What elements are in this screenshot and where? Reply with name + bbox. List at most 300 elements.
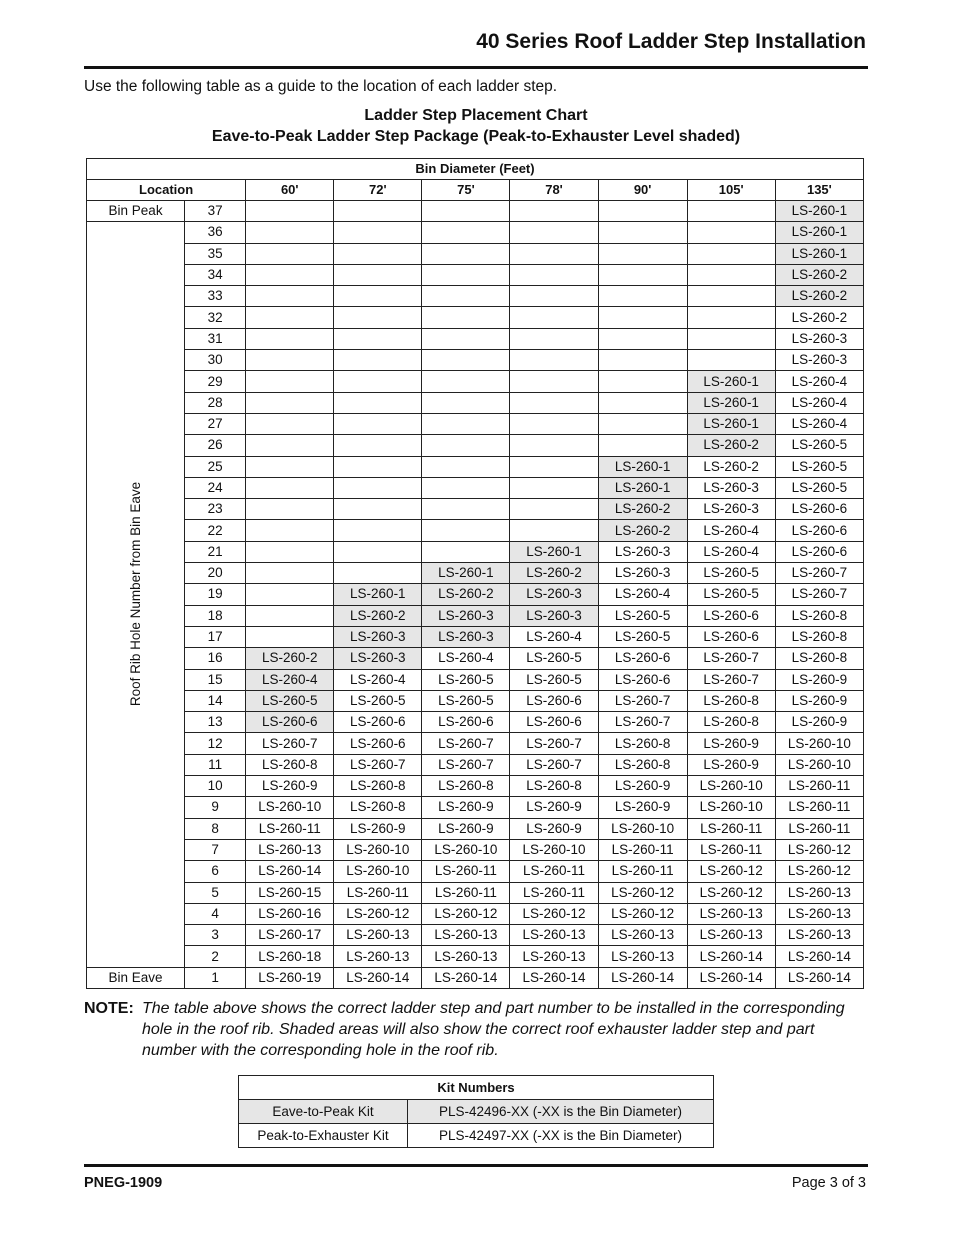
- hole-number: 20: [185, 563, 246, 584]
- table-row: [87, 605, 864, 626]
- part-cell: [334, 286, 422, 307]
- part-cell: LS-260-13: [510, 946, 598, 967]
- part-cell: [598, 201, 687, 222]
- part-cell: LS-260-9: [687, 733, 775, 754]
- table-row: [87, 712, 864, 733]
- diameter-header: 78': [510, 180, 598, 201]
- part-cell: LS-260-8: [334, 797, 422, 818]
- hole-number: 22: [185, 520, 246, 541]
- part-cell: LS-260-9: [510, 797, 598, 818]
- hole-number: 26: [185, 435, 246, 456]
- part-cell: LS-260-2: [775, 307, 863, 328]
- part-cell: LS-260-11: [422, 882, 510, 903]
- part-cell: LS-260-14: [687, 946, 775, 967]
- diameter-header: 90': [598, 180, 687, 201]
- part-cell: LS-260-6: [775, 499, 863, 520]
- part-cell: LS-260-9: [334, 818, 422, 839]
- part-cell: LS-260-5: [775, 477, 863, 498]
- hole-number: 4: [185, 903, 246, 924]
- part-cell: LS-260-11: [422, 861, 510, 882]
- part-cell: [246, 477, 334, 498]
- part-cell: [246, 201, 334, 222]
- part-cell: LS-260-14: [246, 861, 334, 882]
- table-row: [87, 499, 864, 520]
- hole-number: 19: [185, 584, 246, 605]
- table-row: [87, 477, 864, 498]
- table-row: [87, 584, 864, 605]
- part-cell: LS-260-11: [598, 861, 687, 882]
- ladder-step-table: [86, 158, 864, 989]
- part-cell: LS-260-3: [510, 584, 598, 605]
- part-cell: LS-260-14: [775, 967, 863, 988]
- hole-number: 32: [185, 307, 246, 328]
- part-cell: [246, 520, 334, 541]
- part-cell: LS-260-15: [246, 882, 334, 903]
- part-cell: [510, 392, 598, 413]
- part-cell: LS-260-9: [775, 712, 863, 733]
- part-cell: LS-260-13: [775, 903, 863, 924]
- table-row: [87, 839, 864, 860]
- part-cell: LS-260-2: [775, 264, 863, 285]
- part-cell: LS-260-10: [598, 818, 687, 839]
- part-cell: LS-260-3: [687, 477, 775, 498]
- part-cell: LS-260-7: [775, 563, 863, 584]
- part-cell: LS-260-8: [775, 605, 863, 626]
- kit-row: [239, 1124, 714, 1148]
- part-cell: LS-260-4: [334, 669, 422, 690]
- part-cell: [598, 413, 687, 434]
- part-cell: LS-260-12: [775, 861, 863, 882]
- part-cell: [687, 222, 775, 243]
- part-cell: LS-260-5: [598, 605, 687, 626]
- table-row: [87, 286, 864, 307]
- part-cell: [246, 371, 334, 392]
- hole-number: 7: [185, 839, 246, 860]
- part-cell: [246, 626, 334, 647]
- location-header: Location: [87, 180, 246, 201]
- part-cell: [422, 477, 510, 498]
- part-cell: LS-260-4: [687, 541, 775, 562]
- part-cell: [510, 456, 598, 477]
- part-cell: LS-260-2: [510, 563, 598, 584]
- hole-number: 10: [185, 776, 246, 797]
- part-cell: [687, 201, 775, 222]
- table-row: [87, 371, 864, 392]
- part-cell: [598, 435, 687, 456]
- part-cell: [246, 584, 334, 605]
- part-cell: LS-260-1: [510, 541, 598, 562]
- part-cell: LS-260-7: [510, 733, 598, 754]
- part-cell: LS-260-10: [687, 797, 775, 818]
- part-cell: LS-260-12: [687, 882, 775, 903]
- table-row: [87, 201, 864, 222]
- hole-number: 8: [185, 818, 246, 839]
- part-cell: LS-260-5: [510, 648, 598, 669]
- part-cell: LS-260-3: [775, 328, 863, 349]
- table-row: [87, 903, 864, 924]
- part-cell: [334, 392, 422, 413]
- part-cell: LS-260-6: [334, 733, 422, 754]
- hole-number: 6: [185, 861, 246, 882]
- part-cell: LS-260-9: [510, 818, 598, 839]
- part-cell: LS-260-5: [775, 435, 863, 456]
- diameter-header: 72': [334, 180, 422, 201]
- page-number: Page 3 of 3: [791, 1175, 866, 1191]
- part-cell: LS-260-3: [598, 541, 687, 562]
- part-cell: LS-260-7: [687, 648, 775, 669]
- table-row: [87, 861, 864, 882]
- part-cell: LS-260-14: [687, 967, 775, 988]
- part-cell: LS-260-11: [775, 818, 863, 839]
- part-cell: LS-260-4: [598, 584, 687, 605]
- part-cell: [510, 350, 598, 371]
- hole-number: 31: [185, 328, 246, 349]
- part-cell: [687, 264, 775, 285]
- part-cell: LS-260-19: [246, 967, 334, 988]
- hole-number: 21: [185, 541, 246, 562]
- hole-number: 29: [185, 371, 246, 392]
- part-cell: [687, 350, 775, 371]
- part-cell: [334, 413, 422, 434]
- part-cell: LS-260-7: [246, 733, 334, 754]
- part-cell: [422, 371, 510, 392]
- part-cell: LS-260-5: [775, 456, 863, 477]
- part-cell: LS-260-3: [510, 605, 598, 626]
- part-cell: [246, 605, 334, 626]
- part-cell: [246, 328, 334, 349]
- part-cell: LS-260-8: [598, 733, 687, 754]
- part-cell: LS-260-9: [775, 669, 863, 690]
- note: [84, 998, 854, 1061]
- part-cell: LS-260-8: [687, 712, 775, 733]
- table-row: [87, 648, 864, 669]
- part-cell: LS-260-13: [775, 925, 863, 946]
- part-cell: [598, 243, 687, 264]
- hole-number: 3: [185, 925, 246, 946]
- part-cell: LS-260-8: [422, 776, 510, 797]
- table-row: [87, 350, 864, 371]
- document-id: PNEG-1909: [84, 1175, 163, 1191]
- part-cell: LS-260-5: [687, 584, 775, 605]
- part-cell: [422, 328, 510, 349]
- part-cell: [246, 286, 334, 307]
- part-cell: LS-260-10: [775, 754, 863, 775]
- part-cell: [334, 456, 422, 477]
- part-cell: [422, 541, 510, 562]
- part-cell: LS-260-14: [422, 967, 510, 988]
- part-cell: LS-260-1: [775, 222, 863, 243]
- table-row: [87, 946, 864, 967]
- table-row: [87, 307, 864, 328]
- part-cell: LS-260-11: [598, 839, 687, 860]
- part-cell: [510, 243, 598, 264]
- part-cell: LS-260-6: [687, 605, 775, 626]
- part-cell: LS-260-2: [775, 286, 863, 307]
- part-cell: LS-260-2: [687, 456, 775, 477]
- diameter-header: 60': [246, 180, 334, 201]
- hole-number: 23: [185, 499, 246, 520]
- kit-value: PLS-42497-XX (-XX is the Bin Diameter): [408, 1124, 714, 1148]
- hole-number: 5: [185, 882, 246, 903]
- part-cell: [422, 499, 510, 520]
- part-cell: LS-260-2: [246, 648, 334, 669]
- note-text: The table above shows the correct ladder step and part number to be installed in the corresponding hole in the roof rib. Shaded areas will also show the correct roof exhauster ladder step and part number with the corresponding hole in the roof rib.: [142, 1000, 845, 1059]
- part-cell: LS-260-4: [246, 669, 334, 690]
- part-cell: [598, 222, 687, 243]
- part-cell: [510, 264, 598, 285]
- part-cell: [246, 392, 334, 413]
- part-cell: LS-260-8: [246, 754, 334, 775]
- part-cell: [246, 541, 334, 562]
- part-cell: LS-260-13: [687, 903, 775, 924]
- part-cell: [422, 435, 510, 456]
- part-cell: LS-260-9: [687, 754, 775, 775]
- part-cell: LS-260-12: [422, 903, 510, 924]
- part-cell: [510, 222, 598, 243]
- hole-number: 25: [185, 456, 246, 477]
- part-cell: LS-260-6: [598, 648, 687, 669]
- part-cell: LS-260-13: [334, 925, 422, 946]
- part-cell: LS-260-6: [422, 712, 510, 733]
- part-cell: [422, 307, 510, 328]
- part-cell: LS-260-13: [598, 925, 687, 946]
- bin-diameter-header: Bin Diameter (Feet): [87, 159, 864, 180]
- part-cell: [334, 435, 422, 456]
- part-cell: LS-260-7: [598, 690, 687, 711]
- part-cell: LS-260-6: [775, 520, 863, 541]
- part-cell: [334, 371, 422, 392]
- hole-number: 17: [185, 626, 246, 647]
- table-row: [87, 626, 864, 647]
- part-cell: LS-260-12: [775, 839, 863, 860]
- hole-number: 24: [185, 477, 246, 498]
- part-cell: LS-260-5: [334, 690, 422, 711]
- part-cell: LS-260-11: [687, 839, 775, 860]
- table-row: [87, 669, 864, 690]
- part-cell: LS-260-3: [334, 626, 422, 647]
- part-cell: LS-260-1: [598, 477, 687, 498]
- hole-number: 9: [185, 797, 246, 818]
- kit-name: Peak-to-Exhauster Kit: [239, 1124, 408, 1148]
- part-cell: LS-260-7: [775, 584, 863, 605]
- part-cell: [422, 456, 510, 477]
- part-cell: LS-260-6: [775, 541, 863, 562]
- hole-number: 14: [185, 690, 246, 711]
- part-cell: [510, 413, 598, 434]
- part-cell: [422, 243, 510, 264]
- part-cell: LS-260-6: [510, 690, 598, 711]
- part-cell: LS-260-11: [246, 818, 334, 839]
- part-cell: LS-260-7: [510, 754, 598, 775]
- part-cell: [246, 563, 334, 584]
- part-cell: LS-260-12: [687, 861, 775, 882]
- part-cell: [510, 499, 598, 520]
- part-cell: LS-260-5: [598, 626, 687, 647]
- hole-number: 33: [185, 286, 246, 307]
- part-cell: LS-260-2: [687, 435, 775, 456]
- part-cell: LS-260-3: [422, 605, 510, 626]
- part-cell: [687, 307, 775, 328]
- bin-peak-label: Bin Peak: [87, 201, 185, 222]
- hole-number: 37: [185, 201, 246, 222]
- part-cell: [687, 243, 775, 264]
- hole-number: 2: [185, 946, 246, 967]
- part-cell: LS-260-4: [422, 648, 510, 669]
- part-cell: LS-260-1: [687, 392, 775, 413]
- table-row: [87, 754, 864, 775]
- table-row: [87, 456, 864, 477]
- part-cell: [598, 392, 687, 413]
- part-cell: LS-260-2: [598, 520, 687, 541]
- part-cell: LS-260-12: [334, 903, 422, 924]
- part-cell: LS-260-6: [246, 712, 334, 733]
- part-cell: LS-260-8: [775, 626, 863, 647]
- part-cell: LS-260-9: [598, 776, 687, 797]
- part-cell: LS-260-10: [687, 776, 775, 797]
- part-cell: [510, 477, 598, 498]
- part-cell: [598, 286, 687, 307]
- part-cell: [334, 541, 422, 562]
- part-cell: [334, 520, 422, 541]
- part-cell: LS-260-18: [246, 946, 334, 967]
- part-cell: LS-260-5: [510, 669, 598, 690]
- table-row: [87, 563, 864, 584]
- hole-number: 13: [185, 712, 246, 733]
- part-cell: LS-260-10: [775, 733, 863, 754]
- part-cell: LS-260-11: [334, 882, 422, 903]
- part-cell: LS-260-12: [510, 903, 598, 924]
- note-label: NOTE:: [84, 1000, 134, 1017]
- kit-name: Eave-to-Peak Kit: [239, 1100, 408, 1124]
- hole-number: 35: [185, 243, 246, 264]
- part-cell: LS-260-8: [687, 690, 775, 711]
- table-row: [87, 882, 864, 903]
- part-cell: LS-260-12: [598, 903, 687, 924]
- part-cell: [246, 435, 334, 456]
- table-row: [87, 818, 864, 839]
- table-row: [87, 520, 864, 541]
- part-cell: [510, 520, 598, 541]
- part-cell: LS-260-12: [598, 882, 687, 903]
- part-cell: LS-260-3: [334, 648, 422, 669]
- kit-row: [239, 1100, 714, 1124]
- part-cell: [246, 264, 334, 285]
- hole-number: 34: [185, 264, 246, 285]
- part-cell: [334, 477, 422, 498]
- part-cell: LS-260-9: [775, 690, 863, 711]
- part-cell: [598, 264, 687, 285]
- part-cell: [422, 413, 510, 434]
- part-cell: LS-260-13: [334, 946, 422, 967]
- table-row: [87, 541, 864, 562]
- part-cell: [510, 435, 598, 456]
- part-cell: LS-260-17: [246, 925, 334, 946]
- part-cell: LS-260-7: [598, 712, 687, 733]
- part-cell: LS-260-7: [334, 754, 422, 775]
- part-cell: [246, 243, 334, 264]
- part-cell: LS-260-1: [775, 243, 863, 264]
- part-cell: LS-260-1: [775, 201, 863, 222]
- part-cell: [246, 413, 334, 434]
- part-cell: [510, 286, 598, 307]
- part-cell: LS-260-2: [422, 584, 510, 605]
- part-cell: LS-260-6: [598, 669, 687, 690]
- part-cell: [334, 563, 422, 584]
- part-cell: LS-260-3: [598, 563, 687, 584]
- part-cell: [334, 201, 422, 222]
- part-cell: LS-260-13: [246, 839, 334, 860]
- part-cell: LS-260-5: [422, 669, 510, 690]
- part-cell: [422, 350, 510, 371]
- hole-number: 15: [185, 669, 246, 690]
- part-cell: [598, 328, 687, 349]
- vertical-axis-label: [87, 222, 185, 967]
- part-cell: [422, 222, 510, 243]
- part-cell: LS-260-9: [422, 818, 510, 839]
- part-cell: LS-260-4: [775, 371, 863, 392]
- diameter-header: 105': [687, 180, 775, 201]
- part-cell: LS-260-11: [687, 818, 775, 839]
- part-cell: LS-260-6: [687, 626, 775, 647]
- part-cell: [510, 328, 598, 349]
- part-cell: [422, 264, 510, 285]
- kit-value: PLS-42496-XX (-XX is the Bin Diameter): [408, 1100, 714, 1124]
- part-cell: LS-260-9: [598, 797, 687, 818]
- part-cell: [334, 222, 422, 243]
- part-cell: LS-260-13: [422, 925, 510, 946]
- table-row: [87, 435, 864, 456]
- part-cell: [246, 307, 334, 328]
- part-cell: [334, 243, 422, 264]
- part-cell: [422, 286, 510, 307]
- part-cell: LS-260-7: [422, 754, 510, 775]
- hole-number: 11: [185, 754, 246, 775]
- part-cell: LS-260-1: [598, 456, 687, 477]
- table-row: [87, 797, 864, 818]
- part-cell: LS-260-3: [775, 350, 863, 371]
- table-row: [87, 222, 864, 243]
- part-cell: [687, 286, 775, 307]
- kit-numbers-header: Kit Numbers: [239, 1076, 714, 1100]
- part-cell: LS-260-1: [422, 563, 510, 584]
- part-cell: [334, 350, 422, 371]
- part-cell: LS-260-14: [334, 967, 422, 988]
- hole-number: 1: [185, 967, 246, 988]
- intro-text: Use the following table as a guide to the location of each ladder step.: [84, 78, 558, 95]
- part-cell: LS-260-5: [422, 690, 510, 711]
- table-row: [87, 328, 864, 349]
- part-cell: LS-260-13: [775, 882, 863, 903]
- part-cell: LS-260-2: [334, 605, 422, 626]
- part-cell: [510, 307, 598, 328]
- part-cell: LS-260-10: [510, 839, 598, 860]
- part-cell: [246, 222, 334, 243]
- page-title: 40 Series Roof Ladder Step Installation: [476, 30, 866, 53]
- bin-eave-label: Bin Eave: [87, 967, 185, 988]
- part-cell: [246, 499, 334, 520]
- part-cell: LS-260-6: [510, 712, 598, 733]
- part-cell: [422, 392, 510, 413]
- kit-numbers-table: [238, 1075, 714, 1148]
- part-cell: LS-260-6: [334, 712, 422, 733]
- header-rule: [84, 66, 868, 69]
- part-cell: [334, 307, 422, 328]
- part-cell: [510, 201, 598, 222]
- table-row: [87, 392, 864, 413]
- part-cell: [510, 371, 598, 392]
- footer-rule: [84, 1164, 868, 1167]
- part-cell: [246, 350, 334, 371]
